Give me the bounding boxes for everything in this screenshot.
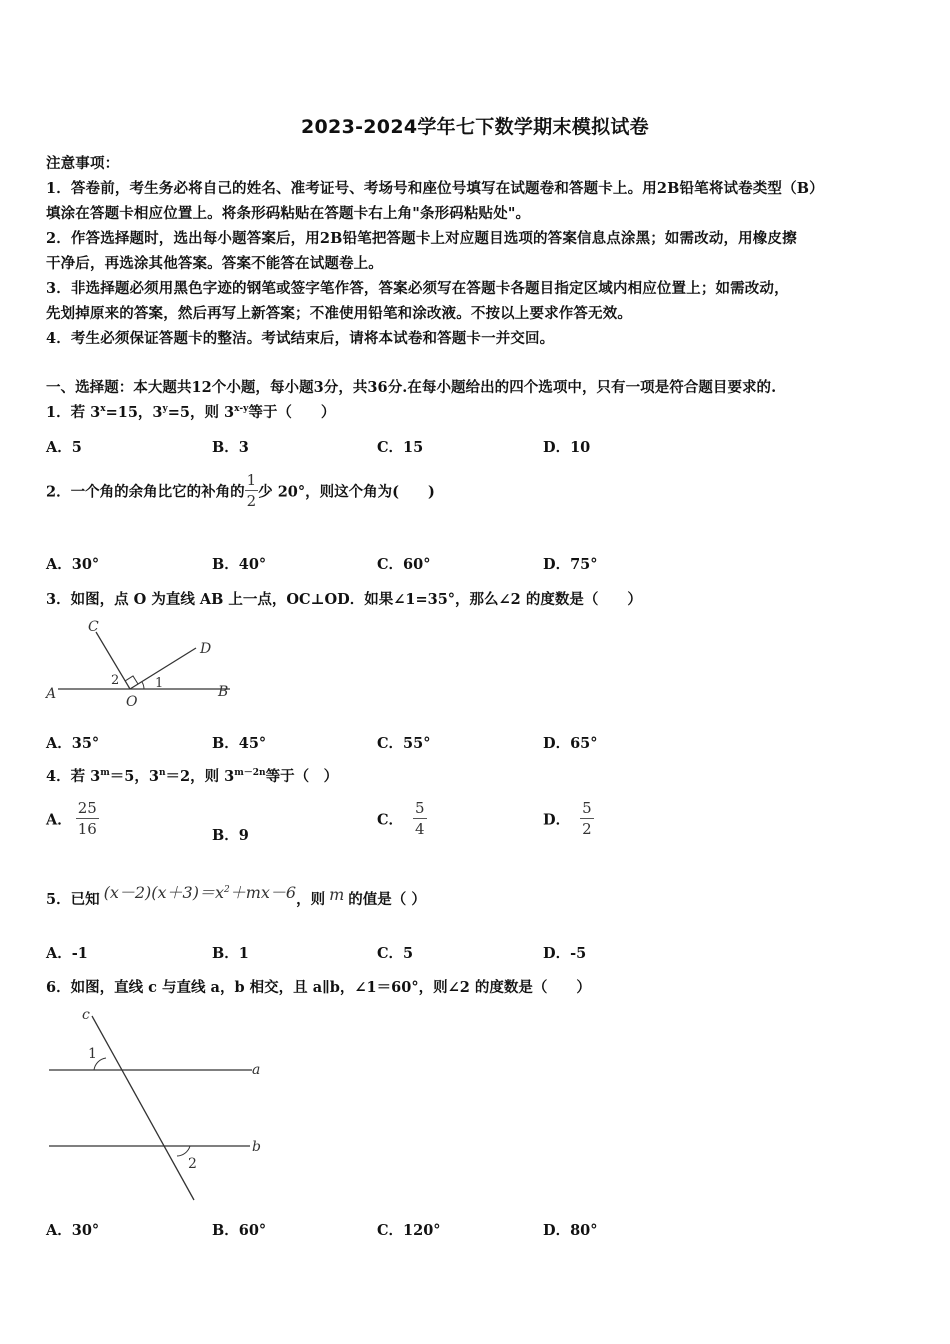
q6-option-c: C．120° (377, 1222, 441, 1239)
svg-text:B: B (218, 684, 229, 700)
svg-text:2: 2 (188, 1156, 197, 1172)
question-3: 3．如图，点 O 为直线 AB 上一点，OC⊥OD．如果∠1=35°，那么∠2 的度数是（ ） (46, 591, 642, 608)
q4-option-d: D． $\frac{5}{2}$ (543, 799, 592, 838)
q6-option-d: D．80° (543, 1222, 598, 1239)
svg-text:C: C (88, 619, 99, 635)
question-6: 6．如图，直线 c 与直线 a，b 相交，且 a∥b，∠1＝60°，则∠2 的度数是（ ） (46, 979, 591, 996)
svg-text:a: a (252, 1062, 261, 1078)
q5-option-b: B．1 (212, 945, 249, 962)
q4-option-a: A． $\frac{25}{16}$ (46, 799, 97, 838)
svg-text:2: 2 (111, 673, 120, 688)
q5-option-c: C．5 (377, 945, 414, 962)
q3-option-a: A．35° (46, 735, 100, 752)
q3-option-b: B．45° (212, 735, 267, 752)
section-heading: 一、选择题：本大题共12个小题，每小题3分，共36分.在每小题给出的四个选项中，只有一项是符合题目要求的. (46, 379, 777, 396)
q5-option-a: A．-1 (46, 945, 88, 962)
note-line: 4．考生必须保证答题卡的整洁。考试结束后，请将本试卷和答题卡一并交回。 (46, 330, 555, 347)
note-line: 3．非选择题必须用黑色字迹的钢笔或签字笔作答，答案必须写在答题卡各题目指定区域内相应位置上；如需改动， (46, 280, 789, 297)
q2-option-b: B．40° (212, 556, 267, 573)
notes-heading: 注意事项： (46, 155, 120, 172)
q1-option-b: B．3 (212, 439, 249, 456)
page-title: 2023-2024学年七下数学期末模拟试卷 (301, 116, 649, 138)
q6-figure (44, 1006, 274, 1206)
svg-text:1: 1 (155, 676, 164, 691)
question-4: 4．若 $3^m=5$，$3^n=2$，则 $3^{m-2n}$等于（ ） (46, 768, 339, 785)
q2-option-a: A．30° (46, 556, 100, 573)
note-line: 1．答卷前，考生务必将自己的姓名、准考证号、考场号和座位号填写在试题卷和答题卡上。用2B铅笔将试卷类型（B） (46, 180, 824, 197)
svg-text:c: c (82, 1007, 90, 1023)
q3-option-d: D．65° (543, 735, 598, 752)
q4-option-b: B．9 (212, 827, 249, 844)
svg-text:1: 1 (88, 1046, 97, 1062)
q1-option-a: A．5 (46, 439, 82, 456)
note-line: 2．作答选择题时，选出每小题答案后，用2B铅笔把答题卡上对应题目选项的答案信息点涂黑；如需改动，用橡皮擦 (46, 230, 797, 247)
q1-option-c: C．15 (377, 439, 424, 456)
q3-option-c: C．55° (377, 735, 431, 752)
question-2: 2．一个角的余角比它的补角的 $\frac{1}{2}$ 少 20°，则这个角为( ) (46, 471, 435, 510)
q3-figure (40, 612, 240, 712)
q2-option-c: C．60° (377, 556, 431, 573)
svg-text:D: D (200, 641, 212, 657)
question-5: 5．已知 $(x-2)(x+3)=x^2+mx-6$，则 m 的值是（ ） (46, 883, 426, 908)
q1-option-d: D．10 (543, 439, 591, 456)
question-1: 1．若 $3^x=15$，$3^y=5$，则 3$^{x-y}$等于（ ） (46, 404, 336, 421)
q2-option-d: D．75° (543, 556, 598, 573)
svg-text:A: A (46, 686, 57, 702)
svg-text:O: O (126, 694, 138, 710)
q6-option-a: A．30° (46, 1222, 100, 1239)
note-line: 干净后，再选涂其他答案。答案不能答在试题卷上。 (46, 255, 383, 272)
note-line: 填涂在答题卡相应位置上。将条形码粘贴在答题卡右上角"条形码粘贴处"。 (46, 205, 531, 222)
svg-text:b: b (252, 1139, 261, 1155)
equation: $(x-2)(x+3)=x^2+mx-6$ (103, 883, 297, 902)
note-line: 先划掉原来的答案，然后再写上新答案；不准使用铅笔和涂改液。不按以上要求作答无效。 (46, 305, 632, 322)
q4-option-c: C． $\frac{5}{4}$ (377, 799, 425, 838)
q6-option-b: B．60° (212, 1222, 267, 1239)
q5-option-d: D．-5 (543, 945, 587, 962)
fraction: $\frac{1}{2}$ (246, 471, 257, 510)
